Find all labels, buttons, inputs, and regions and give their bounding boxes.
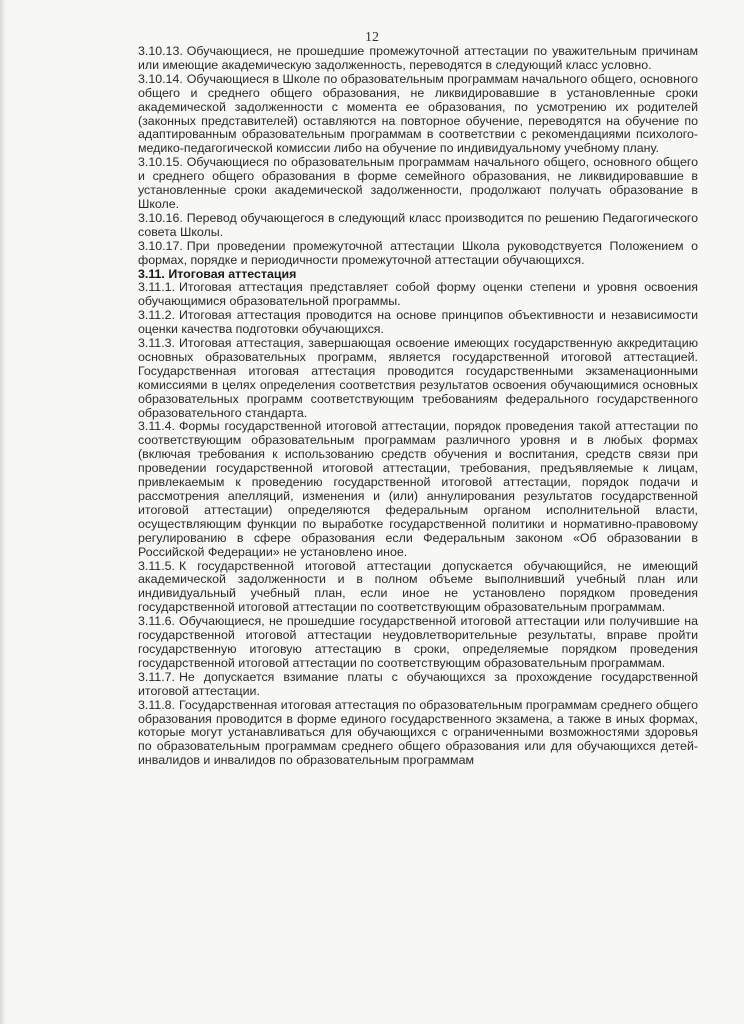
paragraph-number: 3.10.15. [138,155,183,170]
paragraph-number: 3.10.16. [138,210,183,225]
paragraph-text: Перевод обучающегося в следующий класс производится по решению Педагогического совета Школы. [138,210,698,239]
paragraph-text: Обучающиеся в Школе по образовательным программам начального общего, основного общего и среднего общего образования, не ликвидировавшие в установленные сроки академической задолженности с момента ее образования, по усмотрению их родителей (законных представителей) оставляются на повторное обучение, переводятся на обучение по адаптированным образовательным программам в соответствии с рекомендациями психолого-медико-педагогической комиссии либо на обучение по индивидуальному учебному плану. [138,71,698,156]
paragraph-text: Итоговая аттестация представляет собой форму оценки степени и уровня освоения обучающимися образовательной программы. [138,280,698,309]
paragraph-3-10-16 [138,212,698,240]
paragraph-number: 3.11.8. [138,697,175,712]
paragraph-text: Обучающиеся, не прошедшие государственной итоговой аттестации или получившие на государственной итоговой аттестации неудовлетворительные результаты, вправе пройти государственную итоговую аттестацию в сроки, определяемые порядком проведения государственной итоговой аттестации по соответствующим образовательным программам. [138,614,698,670]
paragraph-text: При проведении промежуточной аттестации Школа руководствуется Положением о формах, порядке и периодичности промежуточной аттестации обучающихся. [138,238,698,267]
paragraph-3-11-3 [138,337,698,420]
paragraph-number: 3.10.17. [138,238,183,253]
paragraph-3-11-5 [138,560,698,616]
paragraph-3-10-17 [138,240,698,268]
paragraph-3-11-2 [138,309,698,337]
paragraph-number: 3.11.1. [138,280,175,295]
paragraph-3-11-7 [138,671,698,699]
paragraph-3-11-4 [138,420,698,559]
paragraph-3-11-1 [138,281,698,309]
paragraph-text: Обучающиеся, не прошедшие промежуточной аттестации по уважительным причинам или имеющие академическую задолженность, переводятся в следующий класс условно. [138,44,698,72]
document-body [138,45,698,768]
paragraph-3-11-8 [138,699,698,769]
paragraph-number: 3.11.2. [138,308,175,323]
paragraph-number: 3.10.13. [138,44,183,58]
paragraph-number: 3.11.3. [138,336,175,351]
paragraph-text: Государственная итоговая аттестация по образовательным программам среднего общего образования проводится в форме единого государственного экзамена, а также в иных формах, которые могут устанавливаться для обучающихся с ограниченными возможностями здоровья по образовательным программам среднего общего образования или для обучающихся детей-инвалидов и инвалидов по образовательным программам [138,697,698,768]
paragraph-text: Итоговая аттестация проводится на основе принципов объективности и независимости оценки качества подготовки обучающихся. [138,308,698,337]
paragraph-text: Не допускается взимание платы с обучающихся за прохождение государственной итоговой аттестации. [138,669,698,698]
paragraph-text: Формы государственной итоговой аттестации, порядок проведения такой аттестации по соответствующим образовательным программам различного уровня и в любых формах (включая требования к использованию средств обучения и воспитания, средств связи при проведении государственной итоговой аттестации, требования, предъявляемые к лицам, привлекаемым к проведению государственной итоговой аттестации, порядок подачи и рассмотрения апелляций, изменения и (или) аннулирования результатов государственной итоговой аттестации) определяются федеральным органом исполнительной власти, осуществляющим функции по выработке государственной политики и нормативно-правовому регулированию в сфере образования если Федеральным законом «Об образовании в Российской Федерации» не установлено иное. [138,419,698,559]
section-heading: 3.11. Итоговая аттестация [138,266,297,281]
paragraph-number: 3.10.14. [138,71,183,86]
scan-edge-shadow [0,0,6,1024]
paragraph-3-10-15 [138,156,698,212]
paragraph-text: Обучающиеся по образовательным программам начального общего, основного общего и среднего общего образования в форме семейного образования, не ликвидировавшие в установленные сроки академической задолженности, продолжают получать образование в Школе. [138,155,698,211]
paragraph-number: 3.11.7. [138,669,175,684]
paragraph-text: К государственной итоговой аттестации допускается обучающийся, не имеющий академической задолженности и в полном объеме выполнивший учебный план или индивидуальный учебный план, если иное не установлено порядком проведения государственной итоговой аттестации по соответствующим образовательным программам. [138,558,698,615]
paragraph-number: 3.11.4. [138,419,175,434]
paragraph-number: 3.11.6. [138,614,175,629]
paragraph-3-10-14 [138,73,698,156]
paragraph-text: Итоговая аттестация, завершающая освоение имеющих государственную аккредитацию основных образовательных программ, является государственной итоговой аттестацией. Государственная итоговая аттестация проводится государственными экзаменационными комиссиями в целях определения соответствия результатов освоения обучающимися основных образовательных программ соответствующим требованиям федерального государственного образовательного стандарта. [138,336,698,420]
page-number: 12 [365,30,379,45]
paragraph-3-10-13 [138,45,698,73]
paragraph-number: 3.11.5. [138,558,175,573]
paragraph-3-11-6 [138,615,698,671]
